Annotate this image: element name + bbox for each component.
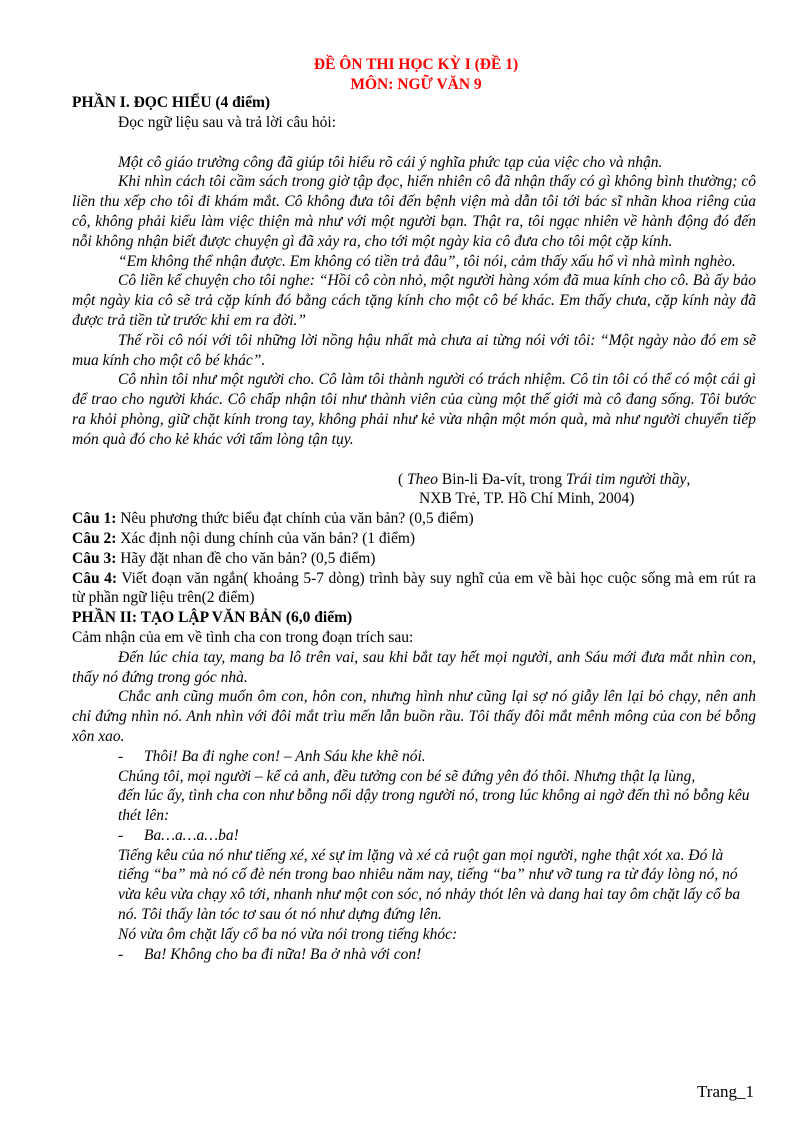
question-text: Nêu phương thức biểu đạt chính của văn bản? (0,5 điểm) bbox=[116, 510, 474, 528]
part2-instruction: Cảm nhận của em về tình cha con trong đoạn trích sau: bbox=[72, 628, 414, 646]
source-book: Trái tim người thầy bbox=[565, 470, 687, 488]
dialogue-dash: - bbox=[118, 747, 124, 765]
passage-paragraph: Thế rồi cô nói với tôi những lời nồng hậu nhất mà chưa ai từng nói với tôi: “Một ngày nào đó em sẽ mua kính cho một cô bé khác”. bbox=[72, 331, 756, 369]
part1-heading: PHẦN I. ĐỌC HIỂU (4 điểm) bbox=[72, 94, 271, 111]
source-open: ( bbox=[398, 470, 408, 488]
excerpt-paragraph: Tiếng kêu của nó như tiếng xé, xé sự im lặng và xé cả ruột gan mọi người, nghe thật xót xa. Đó là tiếng “ba” mà nó cố đè nén trong bao nhiêu năm nay, tiếng “ba” như vỡ tung ra từ đáy lòng nó, nó vừa kêu vừa chạy xô tới, nhanh như một con sóc, nó nhảy thót lên và dang hai tay ôm chặt lấy cổ ba nó. Tôi thấy làn tóc tơ sau ót nó như dựng đứng lên. bbox=[118, 846, 741, 924]
excerpt-paragraph: Chắc anh cũng muốn ôm con, hôn con, nhưng hình như cũng lại sợ nó giẫy lên lại bỏ chạy, nên anh chỉ đứng nhìn nó. Anh nhìn với đôi mắt trìu mến lẫn buồn rầu. Tôi thấy đôi mắt mênh mông của con bé bỗng xôn xao. bbox=[72, 688, 756, 745]
passage-paragraph: Một cô giáo trường công đã giúp tôi hiểu rõ cái ý nghĩa phức tạp của việc cho và nhận. bbox=[118, 153, 663, 171]
spacer bbox=[72, 450, 756, 470]
passage-paragraph: Khi nhìn cách tôi cầm sách trong giờ tập đọc, hiển nhiên cô đã nhận thấy có gì không bình thường; cô liền thu xếp cho tôi đi khám mắt. Cô không đưa tôi đến bệnh viện mà dẫn tôi tới bác sĩ nhãn khoa riêng của cô, không phải kiểu làm việc thiện mà như với một người bạn. Thật ra, tôi ngạc nhiên về hành động đó đến nỗi không nhận biết được chuyện gì đã xảy ra, cho tới một ngày kia cô đưa cho tôi một cặp kính. bbox=[72, 173, 756, 250]
part1-instruction: Đọc ngữ liệu sau và trả lời câu hỏi: bbox=[118, 113, 337, 131]
dialogue-text: Ba! Không cho ba đi nữa! Ba ở nhà với con! bbox=[144, 945, 422, 963]
dialogue-line bbox=[72, 826, 756, 846]
excerpt-paragraph: Chúng tôi, mọi người – kể cả anh, đều tưởng con bé sẽ đứng yên đó thôi. Nhưng thật lạ lùng, bbox=[118, 767, 696, 785]
question-label: Câu 3: bbox=[72, 549, 117, 567]
source-publisher: NXB Trẻ, TP. Hồ Chí Minh, 2004) bbox=[419, 490, 635, 508]
passage-paragraph: Cô nhìn tôi như một người cho. Cô làm tôi thành người có trách nhiệm. Cô tin tôi có thể có một cái gì để trao cho người khác. Cô chấp nhận tôi như thành viên của cùng một thế giới mà cô đang sống. Tôi bước ra khỏi phòng, giữ chặt kính trong tay, không phải như kẻ vừa nhận một món quà, mà như người chuyển tiếp món quà đó cho kẻ khác với tấm lòng tận tụy. bbox=[72, 371, 756, 448]
part2-heading: PHẦN II: TẠO LẬP VĂN BẢN (6,0 điểm) bbox=[72, 609, 353, 627]
dialogue-dash: - bbox=[118, 826, 124, 844]
excerpt-paragraph: đến lúc ấy, tình cha con như bỗng nổi dậy trong người nó, trong lúc không ai ngờ đến thì nó bỗng kêu thét lên: bbox=[118, 787, 750, 825]
question-text: Xác định nội dung chính của văn bản? (1 điểm) bbox=[116, 529, 416, 547]
question-3 bbox=[72, 549, 756, 569]
source-comma: , bbox=[686, 470, 691, 488]
dialogue-text: Ba…a…a…ba! bbox=[144, 826, 239, 844]
dialogue-dash: - bbox=[118, 945, 124, 963]
page-number: Trang_1 bbox=[697, 1082, 754, 1101]
passage-paragraph: Cô liền kể chuyện cho tôi nghe: “Hồi cô còn nhỏ, một người hàng xóm đã mua kính cho cô. Bà ấy bảo một ngày kia cô sẽ trả cặp kính đó bằng cách tặng kính cho một cô bé khác. Em thấy chưa, cặp kính này đã được trả tiền từ trước khi em ra đời.” bbox=[72, 272, 756, 329]
exam-subject: MÔN: NGỮ VĂN 9 bbox=[350, 76, 482, 93]
question-text: Hãy đặt nhan đề cho văn bản? (0,5 điểm) bbox=[116, 549, 376, 567]
question-label: Câu 1: bbox=[72, 510, 117, 528]
exam-title-line1: ĐỀ ÔN THI HỌC KỲ I (ĐỀ 1) bbox=[313, 56, 519, 73]
excerpt-paragraph: Đến lúc chia tay, mang ba lô trên vai, sau khi bắt tay hết mọi người, anh Sáu mới đưa mắt nhìn con, thấy nó đứng trong góc nhà. bbox=[72, 648, 756, 686]
question-1 bbox=[72, 509, 756, 529]
dialogue-line bbox=[72, 747, 756, 767]
exam-title bbox=[0, 55, 794, 95]
source-author: Bin-li Đa-vít, trong bbox=[438, 470, 566, 488]
source-theo: Theo bbox=[407, 470, 439, 488]
passage-paragraph: “Em không thể nhận được. Em không có tiền trả đâu”, tôi nói, cảm thấy xấu hổ vì nhà mình nghèo. bbox=[118, 252, 736, 270]
spacer bbox=[72, 133, 756, 153]
question-label: Câu 2: bbox=[72, 529, 117, 547]
passage-source bbox=[72, 470, 756, 490]
question-4 bbox=[72, 569, 756, 609]
excerpt-paragraph: Nó vừa ôm chặt lấy cổ ba nó vừa nói trong tiếng khóc: bbox=[118, 925, 458, 943]
question-label: Câu 4: bbox=[72, 569, 118, 587]
dialogue-line bbox=[72, 945, 756, 965]
question-2 bbox=[72, 529, 756, 549]
document-content bbox=[72, 93, 756, 964]
dialogue-text: Thôi! Ba đi nghe con! – Anh Sáu khe khẽ nói. bbox=[144, 747, 426, 765]
question-text: Viết đoạn văn ngắn( khoảng 5-7 dòng) trình bày suy nghĩ của em về bài học cuộc sống mà em rút ra từ phần ngữ liệu trên(2 điểm) bbox=[72, 569, 756, 607]
